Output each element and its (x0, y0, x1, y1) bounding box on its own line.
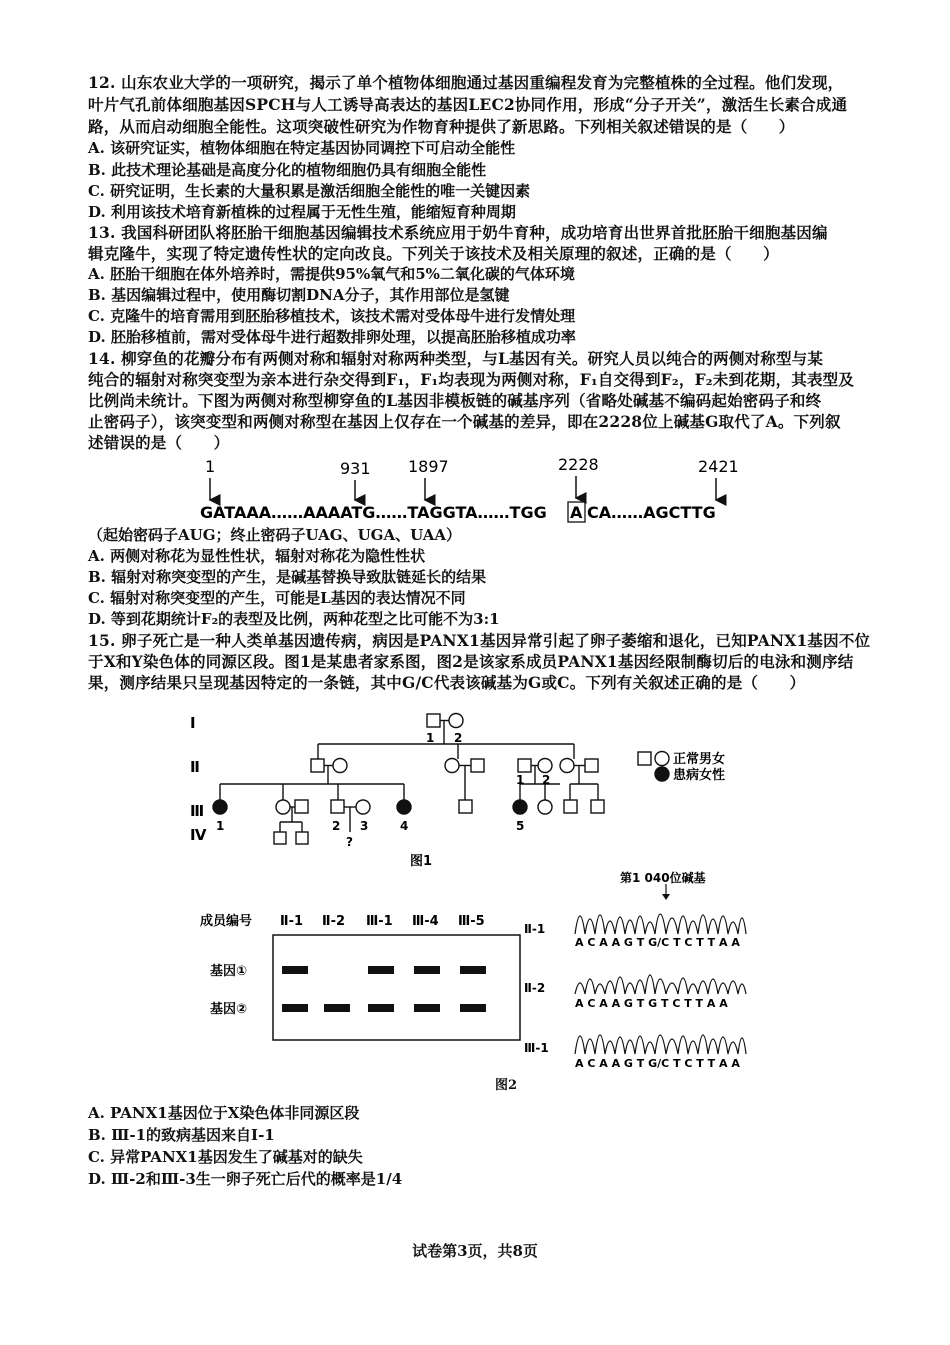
q14-stem-line: 止密码子），该突变型和两侧对称型在基因上仅存在一个碱基的差异，即在2228位上碱基G取代了A。下列叙 (88, 412, 841, 431)
q14-option-c: C. 辐射对称突变型的产生，可能是L基因的表达情况不同 (88, 589, 466, 607)
sequencing-figure (520, 868, 760, 1078)
gel-member-label: Ⅲ-1 (366, 914, 393, 929)
q12-option-c: C. 研究证明，生长素的大量积累是激活细胞全能性的唯一关键因素 (88, 182, 531, 200)
member-number: 5 (516, 819, 525, 833)
position-label: 931 (340, 459, 371, 478)
member-number: 4 (400, 819, 409, 833)
q13-stem-line: 13. 我国科研团队将胚胎干细胞基因编辑技术系统应用于奶牛育种，成功培育出世界首批胚胎干细胞基因编 (88, 223, 828, 242)
legend-normal-label: 正常男女 (673, 752, 726, 767)
position-label: 1897 (408, 457, 449, 476)
gel-band (460, 966, 486, 974)
gel-band (282, 966, 308, 974)
q15-stem-line: 15. 卵子死亡是一种人类单基因遗传病，病因是PANX1基因异常引起了卵子萎缩和退化，已知PANX1基因不位 (88, 631, 871, 650)
gel-member-label: Ⅱ-2 (322, 914, 346, 929)
male-symbol (331, 800, 344, 813)
q14-stem-line: 比例尚未统计。下图为两侧对称型柳穿鱼的L基因非模板链的碱基序列（省略处碱基不编码起始密码子和终 (88, 391, 822, 410)
gel-band (282, 1004, 308, 1012)
q15-option-c: C. 异常PANX1基因发生了碱基对的缺失 (88, 1148, 363, 1166)
affected-female (513, 800, 527, 814)
q13-option-b: B. 基因编辑过程中，使用酶切割DNA分子，其作用部位是氢键 (88, 286, 510, 304)
generation-label: Ⅲ (190, 802, 205, 820)
male-symbol (518, 759, 531, 772)
codon-note: （起始密码子AUG；终止密码子UAG、UGA、UAA） (88, 526, 462, 544)
gel-member-label: Ⅲ-4 (412, 914, 439, 929)
member-number: 1 (516, 773, 525, 787)
member-number: 2 (542, 773, 551, 787)
sequence-part-2: CA……AGCTTG (587, 503, 716, 522)
gel-band (368, 966, 394, 974)
gel-frame (273, 935, 520, 1040)
legend-male-symbol (638, 752, 651, 765)
q15-stem-line: 于X和Y染色体的同源区段。图1是某患者家系图，图2是该家系成员PANX1基因经限制酶切后的电泳和测序结 (88, 652, 854, 671)
trace-label: Ⅲ-1 (524, 1041, 549, 1055)
unknown-offspring: ? (346, 835, 353, 849)
male-symbol (591, 800, 604, 813)
member-number: 2 (454, 731, 463, 745)
gel-band (368, 1004, 394, 1012)
q15-stem-line: 果，测序结果只呈现基因特定的一条链，其中G/C代表该碱基为G或C。下列有关叙述正确的是（ ） (88, 673, 806, 692)
gel-band (414, 966, 440, 974)
figure-1-caption: 图1 (410, 854, 433, 869)
gel-band (460, 1004, 486, 1012)
gel-band (324, 1004, 350, 1012)
q12-stem-line: 路，从而启动细胞全能性。这项突破性研究为作物育种提供了新思路。下列相关叙述错误的是（ ） (88, 117, 795, 136)
position-label: 2228 (558, 455, 599, 474)
sequence-part-1: GATAAA……AAAATG……TAGGTA……TGG (200, 503, 547, 522)
male-symbol (459, 800, 472, 813)
legend-female-symbol (655, 752, 669, 766)
member-number: 1 (216, 819, 225, 833)
gel-header: 成员编号 (200, 914, 253, 929)
gel-band (414, 1004, 440, 1012)
female-symbol (449, 714, 463, 728)
figure-2-caption: 图2 (495, 1078, 518, 1093)
trace-wave (575, 914, 746, 934)
q12-stem-line: 叶片气孔前体细胞基因SPCH与人工诱导高表达的基因LEC2协同作用，形成“分子开关”，激活生长素合成通 (88, 95, 848, 114)
q13-option-c: C. 克隆牛的培育需用到胚胎移植技术，该技术需对受体母牛进行发情处理 (88, 307, 576, 325)
q13-option-a: A. 胚胎干细胞在体外培养时，需提供95%氧气和5%二氧化碳的气体环境 (88, 265, 575, 283)
male-symbol (311, 759, 324, 772)
male-symbol (564, 800, 577, 813)
page-footer: 试卷第3页，共8页 (412, 1242, 538, 1260)
gene-sequence-figure (190, 452, 750, 524)
male-symbol (585, 759, 598, 772)
q14-option-d: D. 等到花期统计F₂的表型及比例，两种花型之比可能不为3:1 (88, 610, 500, 628)
male-symbol (296, 832, 308, 844)
male-symbol (427, 714, 440, 727)
q15-option-b: B. Ⅲ-1的致病基因来自Ⅰ-1 (88, 1126, 275, 1144)
q14-option-a: A. 两侧对称花为显性性状，辐射对称花为隐性性状 (88, 547, 426, 565)
q15-option-a: A. PANX1基因位于X染色体非同源区段 (88, 1104, 360, 1122)
gel-member-label: Ⅱ-1 (280, 914, 304, 929)
affected-female (397, 800, 411, 814)
q13-option-d: D. 胚胎移植前，需对受体母牛进行超数排卵处理，以提高胚胎移植成功率 (88, 328, 576, 346)
mutation-base: A (570, 503, 583, 522)
generation-label: Ⅱ (190, 758, 200, 776)
trace-label: Ⅱ-2 (524, 981, 546, 995)
female-symbol (538, 759, 552, 773)
legend-affected-symbol (655, 767, 669, 781)
gel-member-label: Ⅲ-5 (458, 914, 485, 929)
q12-stem-line: 12. 山东农业大学的一项研究，揭示了单个植物体细胞通过基因重编程发育为完整植株的全过程。他们发现， (88, 73, 844, 92)
trace-label: Ⅱ-1 (524, 922, 546, 936)
trace-read: A C A A G T G/C T C T T A A (575, 936, 740, 949)
q12-option-d: D. 利用该技术培育新植株的过程属于无性生殖，能缩短育种周期 (88, 203, 516, 221)
q12-option-b: B. 此技术理论基础是高度分化的植物细胞仍具有细胞全能性 (88, 161, 487, 179)
pedigree-figure (180, 700, 770, 870)
legend-affected-label: 患病女性 (673, 768, 726, 783)
gel-row-label: 基因① (210, 964, 248, 979)
trace-read: A C A A G T G T C T T A A (575, 997, 728, 1010)
female-symbol (445, 759, 459, 773)
gel-figure (200, 905, 525, 1045)
male-symbol (274, 832, 286, 844)
position-label: 2421 (698, 457, 739, 476)
female-symbol (276, 800, 290, 814)
sequence-title: 第1 040位碱基 (620, 871, 706, 885)
member-number: 1 (426, 731, 435, 745)
female-symbol (333, 759, 347, 773)
q14-stem-line: 纯合的辐射对称突变型为亲本进行杂交得到F₁，F₁均表现为两侧对称，F₁自交得到F₂，F₂未到花期，其表型及 (88, 370, 855, 389)
generation-label: Ⅰ (190, 714, 196, 732)
member-number: 2 (332, 819, 341, 833)
generation-label: Ⅳ (190, 826, 207, 844)
member-number: 3 (360, 819, 369, 833)
female-symbol (560, 759, 574, 773)
q14-stem-line: 14. 柳穿鱼的花瓣分布有两侧对称和辐射对称两种类型，与L基因有关。研究人员以纯合的两侧对称型与某 (88, 349, 824, 368)
q12-option-a: A. 该研究证实，植物体细胞在特定基因协同调控下可启动全能性 (88, 139, 516, 157)
q13-stem-line: 辑克隆牛，实现了特定遗传性状的定向改良。下列关于该技术及相关原理的叙述，正确的是（ ） (88, 244, 779, 263)
female-symbol (538, 800, 552, 814)
trace-wave (575, 1035, 746, 1054)
gel-row-label: 基因② (210, 1002, 248, 1017)
q14-option-b: B. 辐射对称突变型的产生，是碱基替换导致肽链延长的结果 (88, 568, 487, 586)
affected-female (213, 800, 227, 814)
trace-read: A C A A G T G/C T C T T A A (575, 1057, 740, 1070)
q15-option-d: D. Ⅲ-2和Ⅲ-3生一卵子死亡后代的概率是1/4 (88, 1170, 403, 1188)
position-label: 1 (205, 457, 216, 476)
male-symbol (471, 759, 484, 772)
female-symbol (356, 800, 370, 814)
trace-wave (575, 975, 746, 994)
q14-stem-line: 述错误的是（ ） (88, 433, 230, 452)
male-symbol (295, 800, 308, 813)
